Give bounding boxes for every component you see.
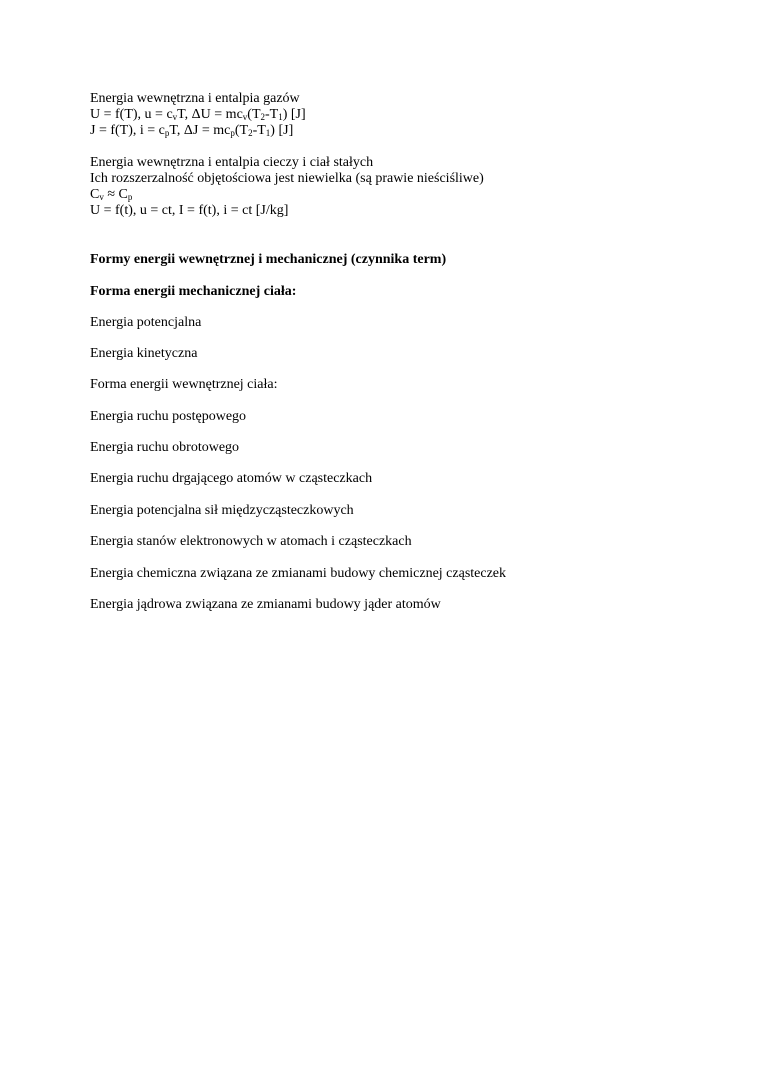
equation-liquids: U = f(t), u = ct, I = f(t), i = ct [J/kg] (90, 203, 289, 218)
list-item-mechanical: Energia kinetyczna (90, 346, 198, 361)
section-liquids-solids-title: Energia wewnętrzna i entalpia cieczy i ciał stałych (90, 155, 374, 170)
list-item-internal: Energia ruchu drgającego atomów w cząsteczkach (90, 471, 373, 486)
heat-capacity-approx: $C_v \approx C_p$ (90, 187, 133, 202)
equation-enthalpy-gas: J = f(T), $i = c_pT$, $\Delta J = mc_p(T_2-T_1)$ [J] (90, 123, 294, 138)
list-item-internal: Energia chemiczna związana ze zmianami budowy chemicznej cząsteczek (90, 566, 507, 581)
list-item-internal: Energia stanów elektronowych w atomach i cząsteczkach (90, 534, 412, 549)
heading-mechanical-energy: Forma energii mechanicznej ciała: (90, 284, 297, 299)
list-item-internal: Energia ruchu postępowego (90, 409, 247, 424)
heading-energy-forms: Formy energii wewnętrznej i mechanicznej (czynnika term) (90, 252, 447, 267)
equation-internal-energy-gas: U = f(T), $u = c_vT$, $\Delta U = mc_v(T_2-T_1)$ [J] (90, 107, 306, 122)
list-item-internal: Energia ruchu obrotowego (90, 440, 240, 455)
list-item-internal: Energia potencjalna sił międzycząsteczkowych (90, 503, 354, 518)
list-item-mechanical: Energia potencjalna (90, 315, 202, 330)
section-gases-title: Energia wewnętrzna i entalpia gazów (90, 91, 300, 106)
expansion-note: Ich rozszerzalność objętościowa jest niewielka (są prawie nieściśliwe) (90, 171, 484, 186)
heading-internal-energy: Forma energii wewnętrznej ciała: (90, 377, 278, 392)
list-item-internal: Energia jądrowa związana ze zmianami budowy jąder atomów (90, 597, 441, 612)
